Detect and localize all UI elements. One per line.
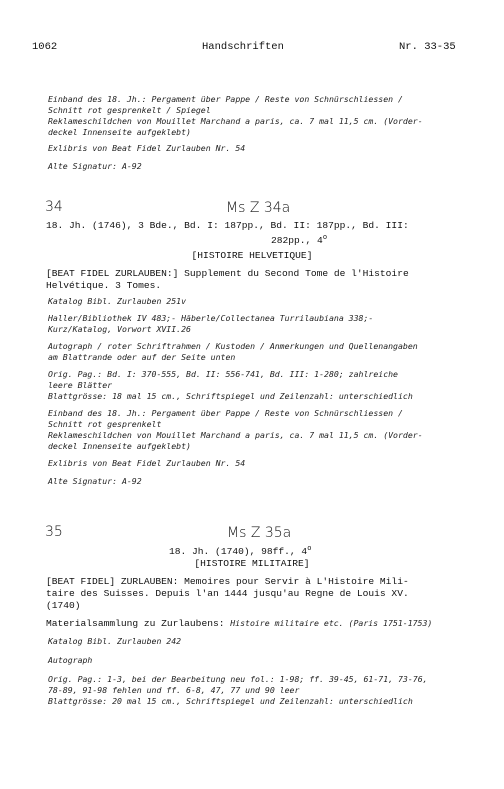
- old-signature: Alte Signatur: A-92: [48, 476, 142, 486]
- literature-line: Kurz/Katalog, Vorwort XVII.26: [48, 324, 191, 334]
- literature-line: Haller/Bibliothek IV 483;- Häberle/Collectanea Turrilaubiana 338;-: [48, 313, 374, 323]
- old-signature: Alte Signatur: A-92: [48, 161, 142, 171]
- binding-line: deckel Innenseite aufgeklebt): [48, 441, 191, 451]
- subject-heading: [HISTOIRE HELVETIQUE]: [191, 250, 313, 261]
- catalog-ref: Katalog Bibl. Zurlauben 242: [48, 636, 182, 646]
- autograph-line: Autograph: [48, 655, 93, 665]
- material-line: [46, 618, 432, 630]
- degree-sup: o: [307, 545, 312, 553]
- date-extent-text: 18. Jh. (1740), 98ff., 4: [169, 546, 308, 558]
- material-reference: Histoire militaire etc. (Paris 1751-1753): [230, 618, 433, 628]
- binding-line: Schnitt rot gesprenkelt / Spiegel: [48, 105, 211, 115]
- binding-line: deckel Innenseite aufgeklebt): [48, 127, 191, 137]
- degree-sup: o: [322, 234, 328, 242]
- autograph-line: Autograph / roter Schriftrahmen / Kustoden / Anmerkungen und Quellenangaben: [48, 341, 418, 351]
- title-line: Helvétique. 3 Tomes.: [46, 280, 162, 291]
- date-extent: 18. Jh. (1746), 3 Bde., Bd. I: 187pp., Bd. II: 187pp., Bd. III:: [46, 220, 409, 231]
- entry-number: 35: [45, 524, 63, 540]
- pagination-line: Orig. Pag.: Bd. I: 370-555, Bd. II: 556-741, Bd. III: 1-280; zahlreiche: [48, 369, 398, 379]
- page-number: 1062: [32, 41, 58, 53]
- title-line: taire des Suisses. Depuis l'an 1444 jusqu'au Regne de Louis XV.: [46, 588, 409, 599]
- date-extent-text: 282pp., 4: [271, 235, 323, 247]
- pagination-line: leere Blätter: [48, 380, 113, 390]
- binding-line: Schnitt rot gesprenkelt: [48, 419, 162, 429]
- number-range: Nr. 33-35: [399, 41, 456, 53]
- binding-line: Einband des 18. Jh.: Pergament über Pappe / Reste von Schnürschliessen /: [48, 408, 403, 418]
- pagination-line: 78-89, 91-98 fehlen und ff. 6-8, 47, 77 und 90 leer: [48, 685, 300, 695]
- entry-number: 34: [45, 199, 63, 215]
- catalog-ref: Katalog Bibl. Zurlauben 251v: [48, 296, 187, 306]
- shelfmark: Ms Z 35a: [227, 525, 292, 541]
- exlibris-line: Exlibris von Beat Fidel Zurlauben Nr. 54: [48, 143, 246, 153]
- binding-line: Reklameschildchen von Mouillet Marchand a paris, ca. 7 mal 11,5 cm. (Vorder-: [48, 116, 423, 126]
- material-prefix: Materialsammlung zu Zurlaubens:: [46, 618, 231, 629]
- pagination-line: Orig. Pag.: 1-3, bei der Bearbeitung neu fol.: 1-98; ff. 39-45, 61-71, 73-76,: [48, 674, 428, 684]
- date-extent-cont: [271, 232, 327, 247]
- binding-line: Reklameschildchen von Mouillet Marchand a paris, ca. 7 mal 11,5 cm. (Vorder-: [48, 430, 423, 440]
- running-title: Handschriften: [202, 41, 284, 53]
- leaf-size-line: Blattgrösse: 20 mal 15 cm., Schriftspiegel und Zeilenzahl: unterschiedlich: [48, 696, 413, 706]
- autograph-line: am Blattrande oder auf der Seite unten: [48, 352, 236, 362]
- title-line: [BEAT FIDEL ZURLAUBEN:] Supplement du Second Tome de l'Histoire: [46, 268, 409, 279]
- title-line: [BEAT FIDEL] ZURLAUBEN: Memoires pour Servir à L'Histoire Mili-: [46, 576, 409, 587]
- leaf-size-line: Blattgrösse: 18 mal 15 cm., Schriftspiegel und Zeilenzahl: unterschiedlich: [48, 391, 413, 401]
- shelfmark: Ms Z 34a: [226, 200, 291, 216]
- binding-line: Einband des 18. Jh.: Pergament über Pappe / Reste von Schnürschliessen /: [48, 94, 403, 104]
- exlibris-line: Exlibris von Beat Fidel Zurlauben Nr. 54: [48, 458, 246, 468]
- title-line: (1740): [46, 600, 81, 611]
- subject-heading: [HISTOIRE MILITAIRE]: [194, 558, 310, 569]
- date-extent: [169, 543, 311, 558]
